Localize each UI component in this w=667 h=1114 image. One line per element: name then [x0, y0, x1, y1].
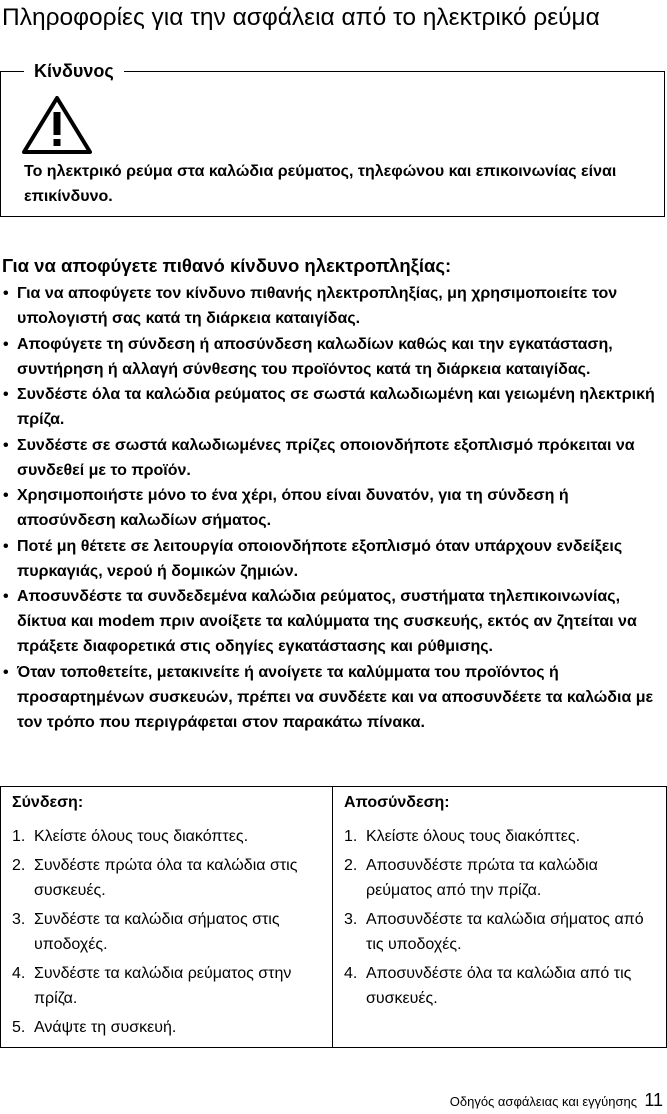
- disconnect-heading: Αποσύνδεση:: [344, 794, 450, 811]
- page-number: 11: [644, 1090, 663, 1110]
- step-number: 2.: [12, 857, 26, 874]
- step-text: Ανάψτε τη συσκευή.: [34, 1019, 177, 1036]
- bullet-marker: •: [3, 436, 9, 454]
- step-text: Συνδέστε πρώτα όλα τα καλώδια στις συσκευές.: [34, 857, 298, 899]
- step-text: Κλείστε όλους τους διακόπτες.: [366, 828, 581, 845]
- bullet-marker: •: [3, 386, 9, 403]
- step-text: Αποσυνδέστε πρώτα τα καλώδια ρεύματος από την πρίζα.: [366, 857, 598, 899]
- step-number: 1.: [344, 828, 358, 845]
- bullet-marker: •: [3, 663, 9, 681]
- step-number: 4.: [344, 965, 358, 982]
- footer-text: Οδηγός ασφάλειας και εγγύησης: [449, 1094, 637, 1109]
- list-item: [344, 907, 654, 957]
- disconnect-column: [333, 787, 666, 1047]
- warning-triangle-icon: [22, 96, 92, 154]
- list-item: [12, 1015, 317, 1040]
- list-item-text: Αποσυνδέστε τα συνδεδεμένα καλώδια ρεύματος, συστήματα τηλεπικοινωνίας, δίκτυα και modem πριν ανοίξετε τα καλύμματα της συσκευής, εκτός αν ζητείται να πράξετε διαφορετικά στις οδηγίες εγκατάστασης και ρύθμισης.: [17, 588, 637, 655]
- step-number: 1.: [12, 828, 26, 845]
- step-text: Συνδέστε τα καλώδια σήματος στις υποδοχές.: [34, 911, 280, 953]
- danger-text: Το ηλεκτρικό ρεύμα στα καλώδια ρεύματος, τηλεφώνου και επικοινωνίας είναι επικίνδυνο.: [24, 163, 617, 205]
- list-item: [344, 824, 654, 849]
- step-number: 3.: [344, 911, 358, 928]
- step-text: Συνδέστε τα καλώδια ρεύματος στην πρίζα.: [34, 965, 292, 1007]
- list-item: [344, 853, 654, 903]
- list-item: [0, 660, 667, 735]
- connection-table: [0, 786, 667, 1048]
- bullet-marker: •: [3, 537, 9, 555]
- step-number: 2.: [344, 857, 358, 874]
- precautions-list: [0, 281, 667, 735]
- bullet-marker: •: [3, 487, 9, 504]
- connect-column: [1, 787, 333, 1047]
- list-item: [12, 853, 317, 903]
- list-item: [0, 382, 667, 432]
- list-item: [344, 961, 654, 1011]
- precautions-heading: Για να αποφύγετε πιθανό κίνδυνο ηλεκτροπληξίας:: [2, 255, 452, 276]
- list-item: [0, 483, 667, 533]
- list-item: [0, 534, 667, 584]
- connect-steps: [12, 824, 317, 1044]
- list-item-text: Όταν τοποθετείτε, μετακινείτε ή ανοίγετε τα καλύμματα του προϊόντος ή προσαρτημένων συσκευών, πρέπει να συνδέετε και να αποσυνδέετε τα καλώδια με τον τρόπο που περιγράφεται στον παρακάτω πίνακα.: [17, 663, 654, 731]
- list-item-text: Για να αποφύγετε τον κίνδυνο πιθανής ηλεκτροπληξίας, μη χρησιμοποιείτε τον υπολογιστή σας κατά τη διάρκεια καταιγίδας.: [17, 285, 618, 327]
- danger-label: Κίνδυνος: [24, 60, 124, 82]
- list-item-text: Ποτέ μη θέτετε σε λειτουργία οποιονδήποτε εξοπλισμό όταν υπάρχουν ενδείξεις πυρκαγιάς, νερού ή δομικών ζημιών.: [17, 537, 623, 580]
- danger-notice: [0, 61, 665, 217]
- list-item: [0, 584, 667, 659]
- disconnect-steps: [344, 824, 654, 1015]
- page-title: Πληροφορίες για την ασφάλεια από το ηλεκτρικό ρεύμα: [2, 4, 600, 31]
- list-item: [0, 332, 667, 382]
- connect-heading: Σύνδεση:: [12, 794, 84, 811]
- list-item: [0, 281, 667, 331]
- list-item-text: Αποφύγετε τη σύνδεση ή αποσύνδεση καλωδίων καθώς και την εγκατάσταση, συντήρηση ή αλλαγή σύνθεσης του προϊόντος κατά τη διάρκεια καταιγίδας.: [17, 335, 613, 378]
- step-text: Κλείστε όλους τους διακόπτες.: [34, 828, 249, 845]
- step-number: 4.: [12, 965, 26, 982]
- list-item: [0, 433, 667, 483]
- list-item-text: Συνδέστε όλα τα καλώδια ρεύματος σε σωστά καλωδιωμένη και γειωμένη ηλεκτρική πρίζα.: [17, 386, 655, 428]
- list-item-text: Χρησιμοποιήστε μόνο το ένα χέρι, όπου είναι δυνατόν, για τη σύνδεση ή αποσύνδεση καλωδίων σήματος.: [17, 487, 569, 529]
- bullet-marker: •: [3, 335, 9, 353]
- step-text: Αποσυνδέστε τα καλώδια σήματος από τις υποδοχές.: [366, 911, 644, 953]
- list-item-text: Συνδέστε σε σωστά καλωδιωμένες πρίζες οποιονδήποτε εξοπλισμό πρόκειται να συνδεθεί με το προϊόν.: [17, 436, 635, 479]
- bullet-marker: •: [3, 285, 9, 302]
- list-item: [12, 824, 317, 849]
- step-text: Αποσυνδέστε όλα τα καλώδια από τις συσκευές.: [366, 965, 632, 1007]
- bullet-marker: •: [3, 588, 9, 605]
- list-item: [12, 907, 317, 957]
- step-number: 3.: [12, 911, 26, 928]
- step-number: 5.: [12, 1019, 26, 1036]
- list-item: [12, 961, 317, 1011]
